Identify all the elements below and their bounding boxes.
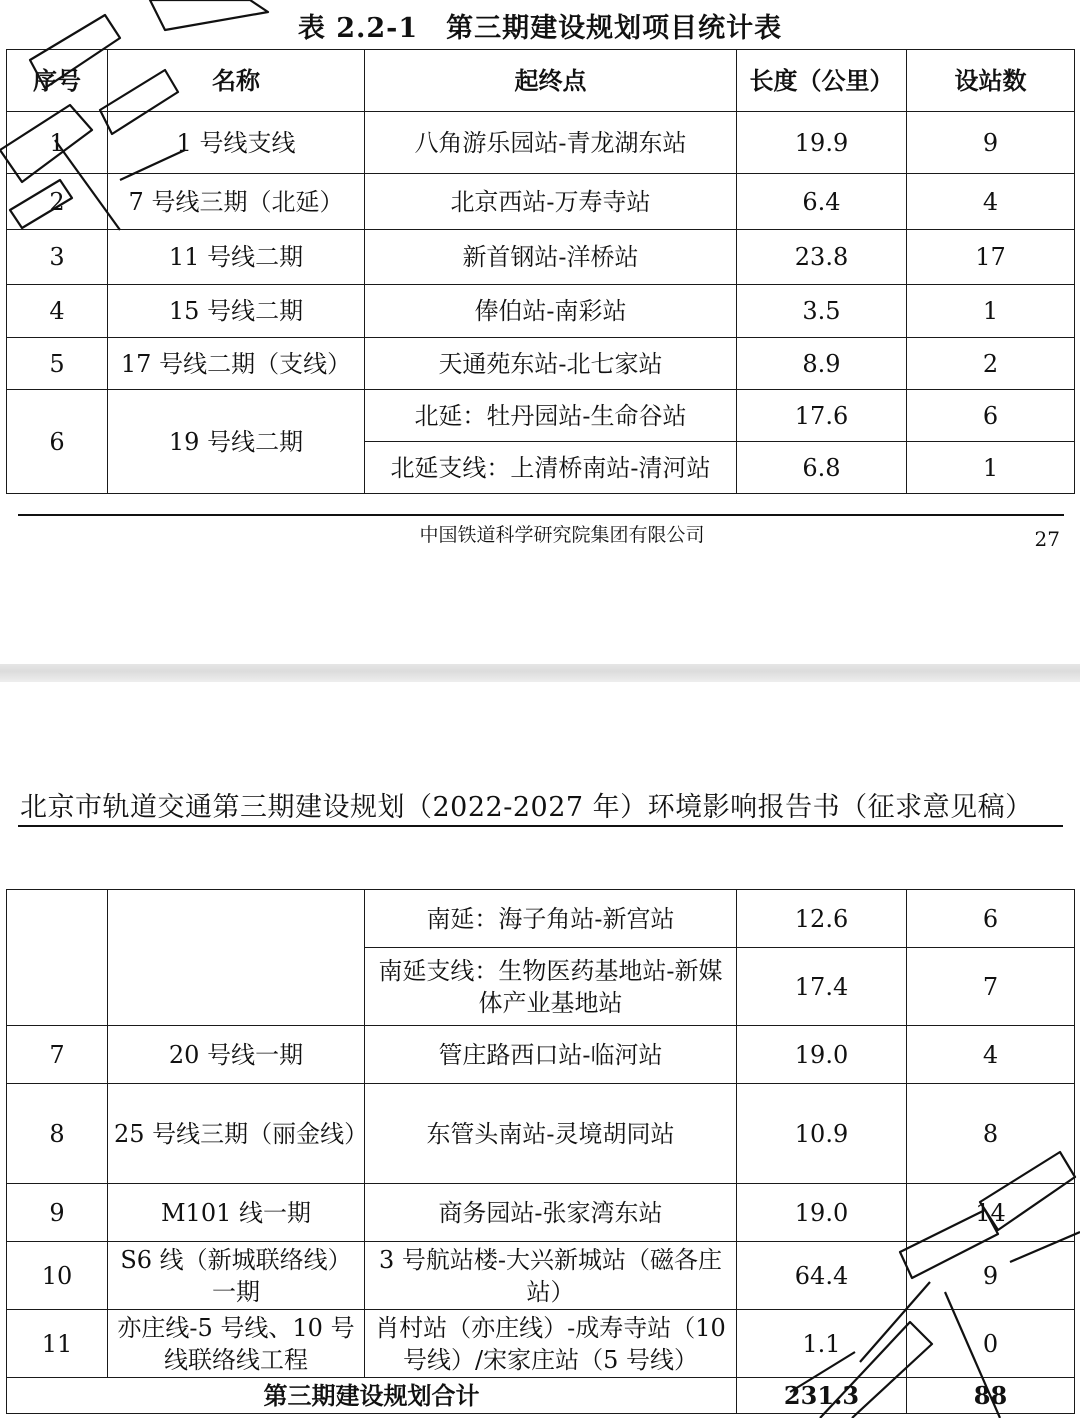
table-row <box>7 1242 1075 1310</box>
cell-route: 3 号航站楼-大兴新城站（磁各庄站） <box>365 1242 737 1310</box>
cell-name: 15 号线二期 <box>108 285 365 338</box>
table-row <box>7 230 1075 285</box>
cell-length: 23.8 <box>737 230 907 285</box>
total-length: 231.3 <box>737 1378 907 1414</box>
cell-name: M101 线一期 <box>108 1184 365 1242</box>
cell-no: 1 <box>7 112 108 174</box>
page-number: 27 <box>1034 527 1060 551</box>
cell-no: 5 <box>7 338 108 390</box>
cell-no: 9 <box>7 1184 108 1242</box>
cell-stations: 8 <box>907 1084 1075 1184</box>
cell-name <box>108 890 365 1026</box>
cell-route: 南延支线：生物医药基地站-新媒体产业基地站 <box>365 948 737 1026</box>
cell-length: 3.5 <box>737 285 907 338</box>
cell-length: 19.9 <box>737 112 907 174</box>
table-title: 表 2.2-1 第三期建设规划项目统计表 <box>297 13 783 44</box>
page-bottom <box>0 682 1080 1418</box>
table-row <box>7 1026 1075 1084</box>
table-row <box>7 112 1075 174</box>
cell-name: 11 号线二期 <box>108 230 365 285</box>
cell-name: 25 号线三期（丽金线） <box>108 1084 365 1184</box>
cell-no: 7 <box>7 1026 108 1084</box>
total-label: 第三期建设规划合计 <box>7 1378 737 1414</box>
cell-stations: 2 <box>907 338 1075 390</box>
footer-organization: 中国铁道科学研究院集团有限公司 <box>419 524 705 546</box>
cell-route: 肖村站（亦庄线）-成寿寺站（10 号线）/宋家庄站（5 号线） <box>365 1310 737 1378</box>
cell-no: 3 <box>7 230 108 285</box>
cell-no: 10 <box>7 1242 108 1310</box>
cell-route: 八角游乐园站-青龙湖东站 <box>365 112 737 174</box>
cell-stations: 17 <box>907 230 1075 285</box>
cell-no: 11 <box>7 1310 108 1378</box>
cell-stations: 7 <box>907 948 1075 1026</box>
cell-name: 亦庄线-5 号线、10 号线联络线工程 <box>108 1310 365 1378</box>
cell-name: 7 号线三期（北延） <box>108 174 365 230</box>
table-row <box>7 1310 1075 1378</box>
table-header-row <box>7 50 1075 112</box>
cell-length: 17.4 <box>737 948 907 1026</box>
total-row <box>7 1378 1075 1414</box>
cell-route: 北京西站-万寿寺站 <box>365 174 737 230</box>
header-stations: 设站数 <box>907 50 1075 112</box>
cell-route: 商务园站-张家湾东站 <box>365 1184 737 1242</box>
page-top <box>0 0 1080 664</box>
table-row <box>7 390 1075 442</box>
cell-stations: 9 <box>907 112 1075 174</box>
cell-stations: 6 <box>907 890 1075 948</box>
cell-length: 6.4 <box>737 174 907 230</box>
cell-length: 64.4 <box>737 1242 907 1310</box>
cell-route: 俸伯站-南彩站 <box>365 285 737 338</box>
cell-stations: 1 <box>907 442 1075 494</box>
cell-length: 1.1 <box>737 1310 907 1378</box>
cell-name: 20 号线一期 <box>108 1026 365 1084</box>
cell-stations: 4 <box>907 1026 1075 1084</box>
table-row <box>7 890 1075 948</box>
cell-length: 17.6 <box>737 390 907 442</box>
cell-length: 10.9 <box>737 1084 907 1184</box>
cell-route: 北延：牡丹园站-生命谷站 <box>365 390 737 442</box>
table-row <box>7 1184 1075 1242</box>
header-divider <box>18 825 1063 827</box>
cell-name: S6 线（新城联络线）一期 <box>108 1242 365 1310</box>
cell-length: 12.6 <box>737 890 907 948</box>
cell-route: 南延：海子角站-新宫站 <box>365 890 737 948</box>
cell-stations: 0 <box>907 1310 1075 1378</box>
table-row <box>7 1084 1075 1184</box>
cell-route: 东管头南站-灵境胡同站 <box>365 1084 737 1184</box>
cell-stations: 4 <box>907 174 1075 230</box>
cell-name: 1 号线支线 <box>108 112 365 174</box>
cell-length: 6.8 <box>737 442 907 494</box>
cell-no: 8 <box>7 1084 108 1184</box>
header-name: 名称 <box>108 50 365 112</box>
table-row <box>7 174 1075 230</box>
cell-name: 19 号线二期 <box>108 390 365 494</box>
cell-no: 2 <box>7 174 108 230</box>
cell-length: 19.0 <box>737 1184 907 1242</box>
page-separator <box>0 664 1080 682</box>
total-stations: 88 <box>907 1378 1075 1414</box>
document-header: 北京市轨道交通第三期建设规划（2022-2027 年）环境影响报告书（征求意见稿） <box>20 792 1033 823</box>
header-length: 长度（公里） <box>737 50 907 112</box>
header-route: 起终点 <box>365 50 737 112</box>
cell-route: 新首钢站-洋桥站 <box>365 230 737 285</box>
footer-divider <box>18 514 1064 516</box>
cell-length: 8.9 <box>737 338 907 390</box>
cell-route: 天通苑东站-北七家站 <box>365 338 737 390</box>
project-table-bottom <box>6 889 1075 1414</box>
table-row <box>7 338 1075 390</box>
cell-stations: 1 <box>907 285 1075 338</box>
cell-stations: 14 <box>907 1184 1075 1242</box>
cell-route: 管庄路西口站-临河站 <box>365 1026 737 1084</box>
cell-stations: 6 <box>907 390 1075 442</box>
header-no: 序号 <box>7 50 108 112</box>
cell-name: 17 号线二期（支线） <box>108 338 365 390</box>
cell-route: 北延支线：上清桥南站-清河站 <box>365 442 737 494</box>
table-row <box>7 285 1075 338</box>
cell-stations: 9 <box>907 1242 1075 1310</box>
cell-no <box>7 890 108 1026</box>
project-table-top <box>6 49 1075 494</box>
cell-length: 19.0 <box>737 1026 907 1084</box>
cell-no: 6 <box>7 390 108 494</box>
cell-no: 4 <box>7 285 108 338</box>
